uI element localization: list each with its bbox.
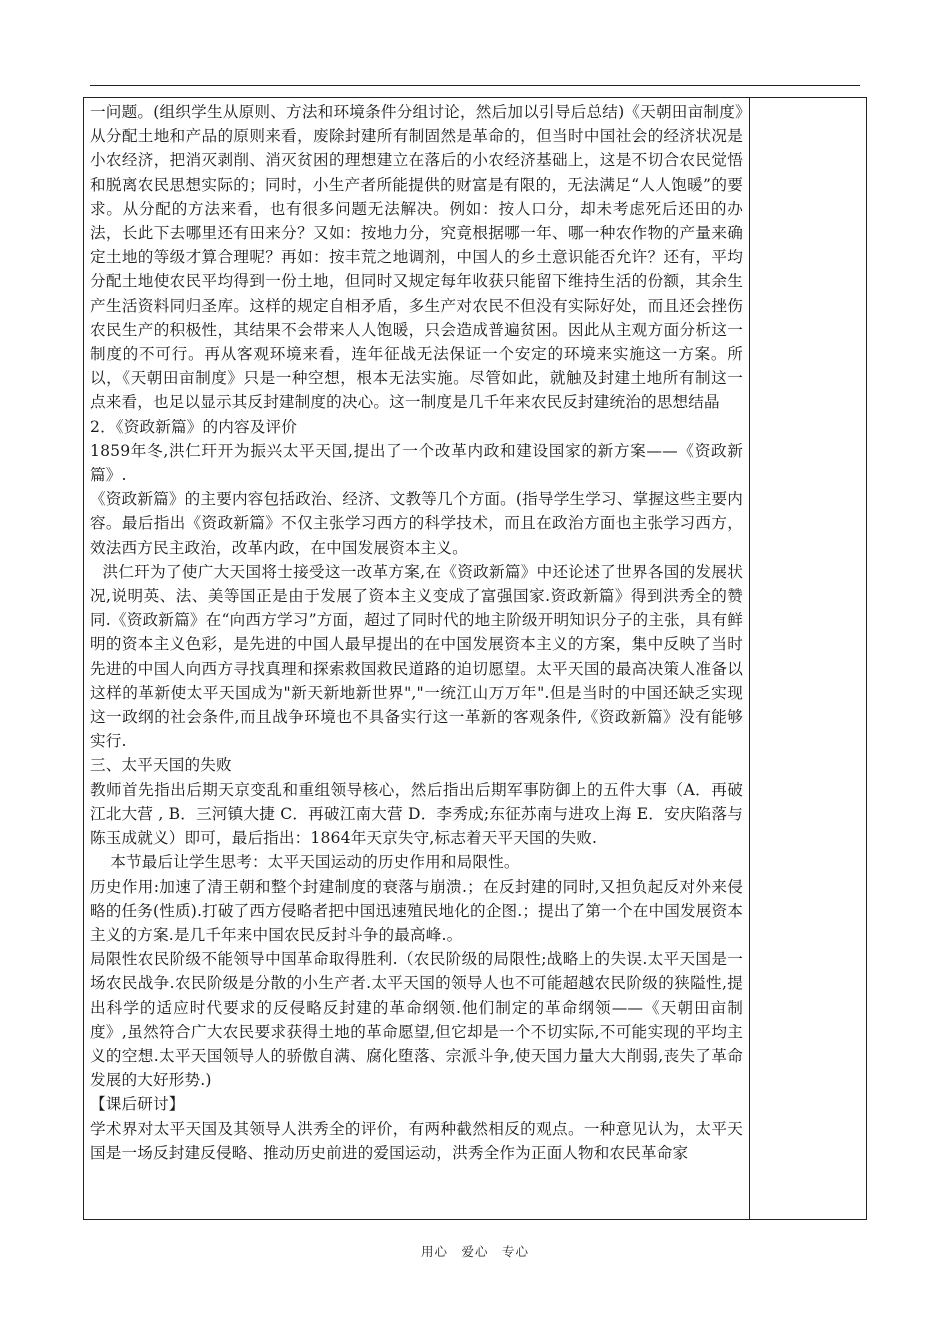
header-rule [90, 85, 860, 86]
paragraph-zizheng-evaluation: 洪仁玕为了使广大天国将士接受这一改革方案,在《资政新篇》中还论述了世界各国的发展状况,说明英、法、美等国正是由于发展了资本主义变成了富强国家.资政新篇》得到洪秀全的赞同.《资政新篇》在“向西方学习”方面，超过了同时代的地主阶级开明知识分子的主张，具有鲜明的资本主义色彩，是先进的中国人最早提出的在中国发展资本主义的方案，集中反映了当时先进的中国人向西方寻找真理和探索救国救民道路的迫切愿望。太平天国的最高决策人准备以这样的革新使太平天国成为"新天新地新世界","一统江山万万年".但是当时的中国还缺乏实现这一政纲的社会条件,而且战争环境也不具备实行这一革新的客观条件,《资政新篇》没有能够实行. [90, 562, 743, 751]
paragraph-zizheng-intro: 1859年冬,洪仁玕开为振兴太平天国,提出了一个改革内政和建设国家的新方案——《资政新篇》. [90, 441, 743, 485]
paragraph-reflection-question: 本节最后让学生思考：太平天国运动的历史作用和局限性。 [110, 853, 520, 872]
paragraph-zizheng-content: 《资政新篇》的主要内容包括政治、经济、文教等几个方面。(指导学生学习、掌握这些主要内容。最后指出《资政新篇》不仅主张学习西方的科学技术，而且在政治方面也主张学习西方，效法西方民主政治，改革内政，在中国发展资本主义。 [90, 490, 743, 557]
paragraph-limitations: 局限性农民阶级不能领导中国革命取得胜利.（农民阶级的局限性;战略上的失误.太平天国是一场农民战争.农民阶级是分散的小生产者.太平天国的领导人也不可能超越农民阶级的狭隘性,提出科学的适应时代要求的反侵略反封建的革命纲领.他们制定的革命纲领——《天朝田亩制度》,虽然符合广大农民要求获得土地的革命愿望,但它却是一个不切实际,不可能实现的平均主义的空想.太平天国领导人的骄傲自满、腐化堕落、宗派斗争,使天国力量大大削弱,丧失了革命发展的大好形势.) [90, 950, 743, 1090]
paragraph-academic-views: 学术界对太平天国及其领导人洪秀全的评价，有两种截然相反的观点。一种意见认为，太平天国是一场反封建反侵略、推动历史前进的爱国运动，洪秀全作为正面人物和农民革命家 [90, 1119, 743, 1162]
lesson-content-cell [84, 98, 750, 1219]
page-footer: 用心 爱心 专心 [420, 1244, 529, 1259]
paragraph-tiancho-analysis: 一问题。(组织学生从原则、方法和环境条件分组讨论，然后加以引导后总结)《天朝田亩制度》从分配土地和产品的原则来看，废除封建所有制固然是革命的，但当时中国社会的经济状况是小农经济，把消灭剥削、消灭贫困的理想建立在落后的小农经济基础上，这是不切合农民觉悟和脱离农民思想实际的；同时，小生产者所能提供的财富是有限的，无法满足“人人饱暖”的要求。从分配的方法来看，也有很多问题无法解决。例如：按人口分，却未考虑死后还田的办法，长此下去哪里还有田来分？又如：按地力分，究竟根据哪一年、哪一种农作物的产量来确定土地的等级才算合理呢？再如：按丰荒之地调剂，中国人的乡土意识能否允许？还有，平均分配土地使农民平均得到一份土地，但同时又规定每年收获只能留下维持生活的份额，其余生产生活资料同归圣库。这样的规定自相矛盾，多生产对农民不但没有实际好处，而且还会挫伤农民生产的积极性，其结果不会带来人人饱暖，只会造成普遍贫困。因此从主观方面分析这一制度的不可行。再从客观环境来看，连年征战无法保证一个安定的环境来实施这一方案。所以，《天朝田亩制度》只是一种空想，根本无法实施。尽管如此，就触及封建土地所有制这一点来看，也足以显示其反封建制度的决心。这一制度是几千年来农民反封建统治的思想结晶 [90, 103, 743, 412]
paragraph-historical-role: 历史作用:加速了清王朝和整个封建制度的衰落与崩溃.；在反封建的同时,又担负起反对外来侵略的任务(性质).打破了西方侵略者把中国迅速殖民地化的企图.；提出了第一个在中国发展资本主义的方案.是几千年来中国农民反封斗争的最高峰.。 [90, 877, 743, 944]
heading-taiping-failure: 三、太平天国的失败 [90, 756, 232, 775]
lesson-table [83, 97, 867, 1220]
paragraph-failure-events: 教师首先指出后期天京变乱和重组领导核心，然后指出后期军事防御上的五件大事（A．再破江北大营 , B．三河镇大捷 C．再破江南大营 D．李秀成;东征苏南与进攻上海 E．安庆陷落与陈玉成就义）即可，最后指出：1864年天京失守,标志着天平天国的失败. [90, 780, 743, 848]
heading-after-class-discussion: 【课后研讨】 [90, 1095, 185, 1114]
heading-zizheng-xinpian: 2．《资政新篇》的内容及评价 [90, 417, 297, 436]
notes-cell [750, 98, 866, 1219]
